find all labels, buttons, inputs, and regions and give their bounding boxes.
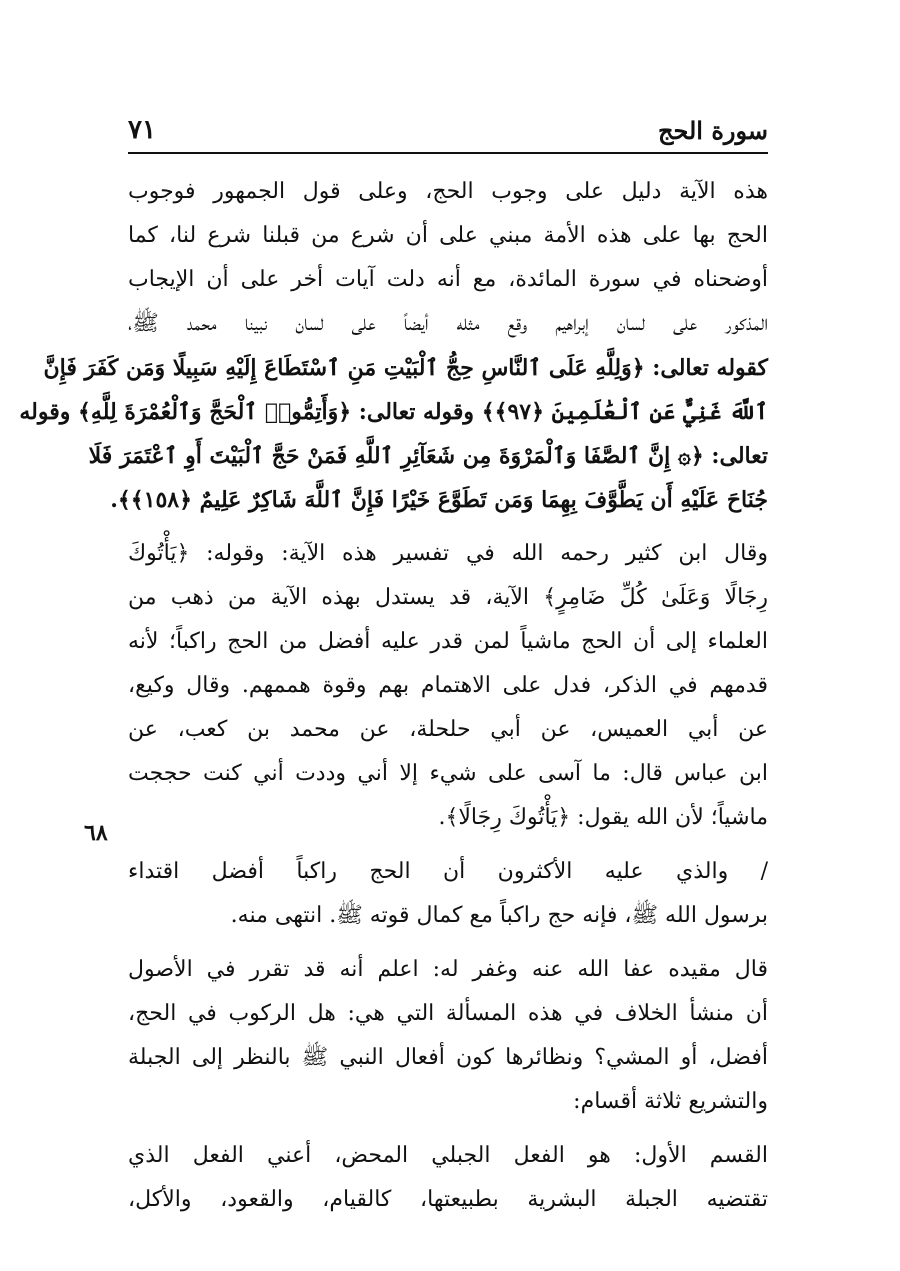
text-line: عن أبي العميس، عن أبي حلحلة، عن محمد بن كعب، عن <box>128 717 768 742</box>
paragraph-ibn-kathir <box>128 532 768 840</box>
text-line: والتشريع ثلاثة أقسام: <box>573 1089 768 1114</box>
text-line: ابن عباس قال: ما آسى على شيء إلا أني وددت أني كنت حججت <box>128 761 768 786</box>
text-line: هذه الآية دليل على وجوب الحج، وعلى قول الجمهور فوجوب <box>128 179 768 204</box>
paragraph-author-comment <box>128 948 768 1124</box>
text-line: ماشياً؛ لأن الله يقول: ﴿يَأْتُوكَ رِجَالًا﴾. <box>438 805 768 830</box>
text-line: القسم الأول: هو الفعل الجبلي المحض، أعني الفعل الذي <box>128 1143 768 1168</box>
text-line: وقال ابن كثير رحمه الله في تفسير هذه الآية: وقوله: ﴿يَأْتُوكَ <box>128 541 768 566</box>
text-line: أوضحناه في سورة المائدة، مع أنه دلت آيات أخر على أن الإيجاب <box>128 267 768 292</box>
text-line: قال مقيده عفا الله عنه وغفر له: اعلم أنه قد تقرر في الأصول <box>128 957 768 982</box>
text-line: برسول الله ﷺ، فإنه حج راكباً مع كمال قوته ﷺ. انتهى منه. <box>230 903 768 928</box>
text-line: أن منشأ الخلاف في هذه المسألة التي هي: هل الركوب في الحج، <box>128 1001 768 1026</box>
text-line: قدمهم في الذكر، فدل على الاهتمام بهم وقوة هممهم. وقال وكيع، <box>128 673 768 698</box>
text-line: / والذي عليه الأكثرون أن الحج راكباً أفضل اقتداء <box>128 859 768 884</box>
quran-verse-line: تعالى: ﴿۞ إِنَّ ٱلصَّفَا وَٱلْمَرْوَةَ مِن شَعَآئِرِ ٱللَّهِ فَمَنْ حَجَّ ٱلْبَيْتَ أَوِ ٱعْتَمَرَ فَلَا <box>88 443 768 469</box>
quran-verse-line: كقوله تعالى: ﴿وَلِلَّهِ عَلَى ٱلنَّاسِ حِجُّ ٱلْبَيْتِ مَنِ ٱسْتَطَاعَ إِلَيْهِ سَبِيلًا وَمَن كَفَرَ فَإِنَّ <box>43 355 768 381</box>
text-line: رِجَالًا وَعَلَىٰ كُلِّ ضَامِرٍ﴾ الآية، قد يستدل بهذه الآية من ذهب من <box>128 585 768 610</box>
paragraph-hajj-obligation <box>19 170 768 522</box>
text-line: أفضل، أو المشي؟ ونظائرها كون أفعال النبي ﷺ بالنظر إلى الجبلة <box>128 1045 768 1070</box>
paragraph-riding-preferred <box>128 850 768 938</box>
paragraph-first-category <box>128 1134 768 1222</box>
quran-verse-line: ٱللَّهَ غَنِيٌّ عَنِ ٱلْعَٰلَمِينَ ﴿٩٧﴾﴾ وقوله تعالى: ﴿وَأَتِمُّوا۟ ٱلْحَجَّ وَٱلْعُمْرَةَ لِلَّهِ﴾ وقوله <box>19 399 768 425</box>
quran-verse-line: جُنَاحَ عَلَيْهِ أَن يَطَّوَّفَ بِهِمَا وَمَن تَطَوَّعَ خَيْرًا فَإِنَّ ٱللَّهَ شَاكِرٌ عَلِيمٌ ﴿١٥٨﴾﴾. <box>110 487 768 513</box>
page-header <box>128 108 768 154</box>
surah-title: سورة الحج <box>658 115 768 145</box>
text-line: تقتضيه الجبلة البشرية بطبيعتها، كالقيام، والقعود، والأكل، <box>128 1187 768 1212</box>
margin-page-reference: ٦٨ <box>84 820 108 846</box>
page-number: ٧١ <box>128 115 156 145</box>
text-line: المذكور على لسان إبراهيم وقع مثله أيضاً على لسان نبينا محمد ﷺ، <box>128 311 768 336</box>
text-line: الحج بها على هذه الأمة مبني على أن شرع من قبلنا شرع لنا، كما <box>128 223 768 248</box>
text-line: العلماء إلى أن الحج ماشياً لمن قدر عليه أفضل من الحج راكباً؛ لأنه <box>128 629 768 654</box>
